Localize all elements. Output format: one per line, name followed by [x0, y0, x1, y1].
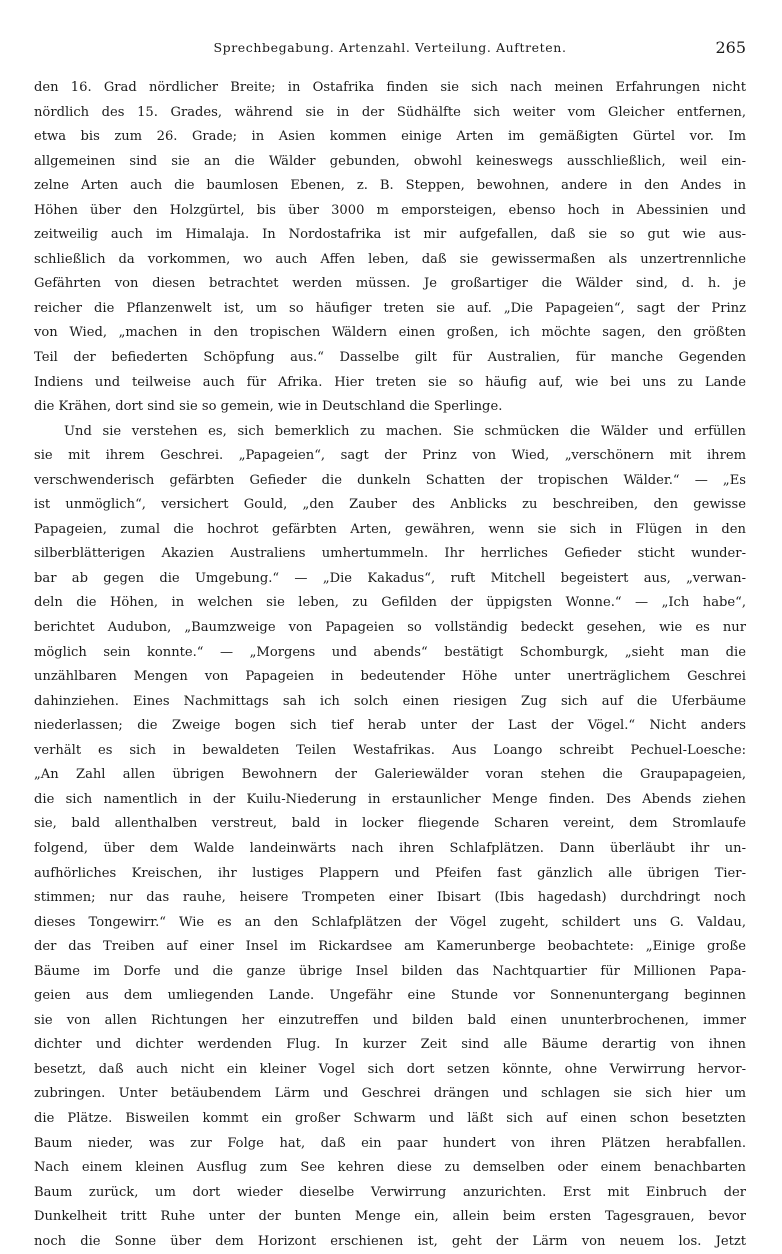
running-title: Sprechbegabung. Artenzahl. Verteilung. Auftreten.	[213, 40, 567, 55]
text-line: die Plätze. Bisweilen kommt ein großer Schwarm und läßt sich auf einen schon besetzten	[34, 1110, 746, 1126]
book-page	[34, 40, 746, 1254]
text-line: zelne Arten auch die baumlosen Ebenen, z. B. Steppen, bewohnen, andere in den Andes in	[34, 178, 746, 194]
text-line: Teil der befiederten Schöpfung aus.“ Dasselbe gilt für Australien, für manche Gegenden	[34, 350, 746, 366]
text-line: Gefährten von diesen betrachtet werden müssen. Je großartiger die Wälder sind, d. h. je	[34, 276, 746, 292]
text-line: dieses Tongewirr.“ Wie es an den Schlafplätzen der Vögel zugeht, schildert uns G. Valdau,	[34, 914, 746, 930]
text-line: Nach einem kleinen Ausflug zum See kehren diese zu demselben oder einem benachbarten	[34, 1160, 746, 1176]
text-line: sie, bald allenthalben verstreut, bald in locker fliegende Scharen vereint, dem Stromlaufe	[34, 816, 746, 832]
text-line: sie mit ihrem Geschrei. „Papageien“, sagt der Prinz von Wied, „verschönern mit ihrem	[34, 448, 746, 464]
text-line: bar ab gegen die Umgebung.“ — „Die Kakadus“, ruft Mitchell begeistert aus, „verwan-	[34, 570, 746, 586]
text-line: zeitweilig auch im Himalaja. In Nordostafrika ist mir aufgefallen, daß sie so gut wie aus-	[34, 227, 746, 243]
text-line: Papageien, zumal die hochrot gefärbten Arten, gewähren, wenn sie sich in Flügen in den	[34, 521, 746, 537]
text-line: schließlich da vorkommen, wo auch Affen leben, daß sie gewissermaßen als unzertrennliche	[34, 251, 746, 267]
text-line: verschwenderisch gefärbten Gefieder die dunkeln Schatten der tropischen Wälder.“ — „Es	[34, 472, 746, 488]
text-line: etwa bis zum 26. Grade; in Asien kommen einige Arten im gemäßigten Gürtel vor. Im	[34, 129, 746, 145]
text-line: unzählbaren Mengen von Papageien in bedeutender Höhe unter unerträglichem Geschrei	[34, 669, 746, 685]
text-line: der das Treiben auf einer Insel im Rickardsee am Kamerunberge beobachtete: „Einige große	[34, 939, 746, 955]
text-line: Baum nieder, was zur Folge hat, daß ein paar hundert von ihren Plätzen herabfallen.	[34, 1135, 746, 1151]
text-line: aufhörliches Kreischen, ihr lustiges Plappern und Pfeifen fast gänzlich alle übrigen Tier-	[34, 865, 746, 881]
text-line: die Krähen, dort sind sie so gemein, wie in Deutschland die Sperlinge.	[34, 399, 503, 415]
text-line: deln die Höhen, in welchen sie leben, zu Gefilden der üppigsten Wonne.“ — „Ich habe“,	[34, 595, 746, 611]
text-line: zubringen. Unter betäubendem Lärm und Geschrei drängen und schlagen sie sich hier um	[34, 1086, 746, 1102]
text-line: Höhen über den Holzgürtel, bis über 3000 m emporsteigen, ebenso hoch in Abessinien und	[34, 202, 746, 218]
text-line: verhält es sich in bewaldeten Teilen Westafrikas. Aus Loango schreibt Pechuel-Loesche:	[34, 742, 746, 758]
text-line: Baum zurück, um dort wieder dieselbe Verwirrung anzurichten. Erst mit Einbruch der	[34, 1184, 746, 1200]
text-line: „An Zahl allen übrigen Bewohnern der Galeriewälder voran stehen die Graupapageien,	[34, 767, 746, 783]
text-line: noch die Sonne über dem Horizont erschienen ist, geht der Lärm von neuem los. Jetzt	[34, 1233, 746, 1249]
text-line: stimmen; nur das rauhe, heisere Trompeten einer Ibisart (Ibis hagedash) durchdringt noch	[34, 890, 746, 906]
text-line: niederlassen; die Zweige bogen sich tief herab unter der Last der Vögel.“ Nicht anders	[34, 718, 746, 734]
running-header	[34, 40, 746, 66]
text-line: berichtet Audubon, „Baumzweige von Papageien so vollständig bedeckt gesehen, wie es nur	[34, 620, 746, 636]
text-line: nördlich des 15. Grades, während sie in der Südhälfte sich weiter vom Gleicher entfernen,	[34, 104, 746, 120]
text-line: den 16. Grad nördlicher Breite; in Ostafrika finden sie sich nach meinen Erfahrungen nicht	[34, 80, 746, 95]
text-line: besetzt, daß auch nicht ein kleiner Vogel sich dort setzen könnte, ohne Verwirrung hervor-	[34, 1061, 746, 1077]
text-line: von Wied, „machen in den tropischen Wäldern einen großen, ich möchte sagen, den größten	[34, 325, 746, 341]
text-line: dichter und dichter werdenden Flug. In kurzer Zeit sind alle Bäume derartig von ihnen	[34, 1037, 746, 1053]
text-line: ist unmöglich“, versichert Gould, „den Zauber des Anblicks zu beschreiben, den gewisse	[34, 497, 746, 513]
text-line: Indiens und teilweise auch für Afrika. Hier treten sie so häufig auf, wie bei uns zu Lande	[34, 374, 746, 390]
paragraph	[34, 420, 746, 1254]
text-line: dahinziehen. Eines Nachmittags sah ich solch einen riesigen Zug sich auf die Uferbäume	[34, 693, 746, 709]
text-line: Und sie verstehen es, sich bemerklich zu machen. Sie schmücken die Wälder und erfüllen	[64, 423, 746, 439]
text-line: Dunkelheit tritt Ruhe unter der bunten Menge ein, allein beim ersten Tagesgrauen, bevor	[34, 1209, 746, 1225]
paragraph	[34, 76, 746, 420]
text-line: sie von allen Richtungen her einzutreffen und bilden bald einen ununterbrochenen, immer	[34, 1012, 746, 1028]
text-line: Bäume im Dorfe und die ganze übrige Insel bilden das Nachtquartier für Millionen Papa-	[34, 963, 746, 979]
page-number: 265	[715, 38, 746, 57]
text-line: folgend, über dem Walde landeinwärts nach ihren Schlafplätzen. Dann überläubt ihr un-	[34, 840, 746, 856]
text-line: reicher die Pflanzenwelt ist, um so häufiger treten sie auf. „Die Papageien“, sagt der Prinz	[34, 300, 746, 316]
body-text	[34, 76, 746, 1254]
text-line: die sich namentlich in der Kuilu-Niederung in erstaunlicher Menge finden. Des Abends ziehen	[34, 791, 746, 807]
text-line: allgemeinen sind sie an die Wälder gebunden, obwohl keineswegs ausschließlich, weil ein-	[34, 153, 746, 169]
text-line: geien aus dem umliegenden Lande. Ungefähr eine Stunde vor Sonnenuntergang beginnen	[34, 988, 746, 1004]
text-line: möglich sein konnte.“ — „Morgens und abends“ bestätigt Schomburgk, „sieht man die	[34, 644, 746, 660]
text-line: silberblätterigen Akazien Australiens umhertummeln. Ihr herrliches Gefieder sticht wunder-	[34, 546, 746, 562]
